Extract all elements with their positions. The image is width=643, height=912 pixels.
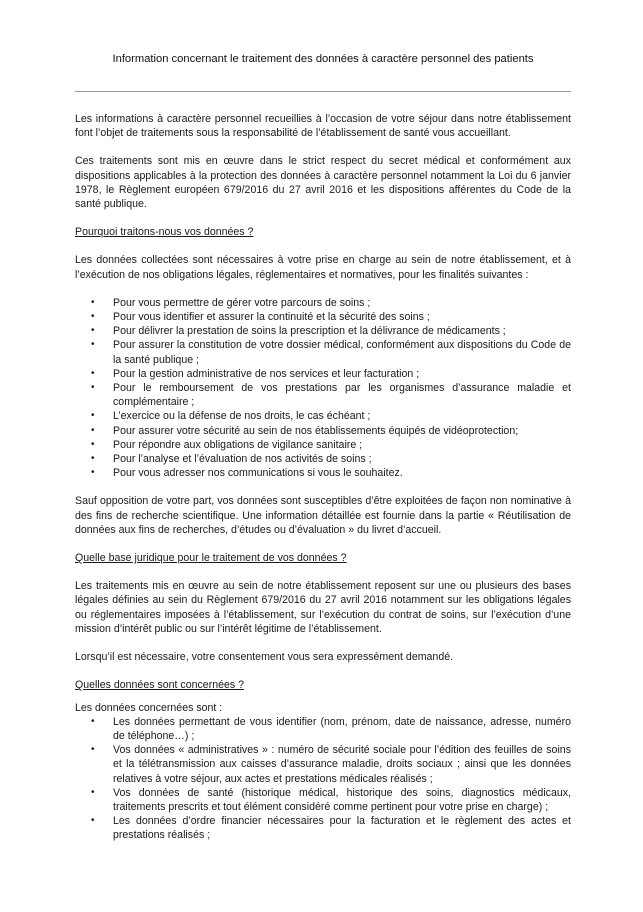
list-item: • Pour répondre aux obligations de vigilance sanitaire ; — [91, 438, 363, 451]
data-concerned-lead: Les données concernées sont : — [75, 701, 223, 714]
research-paragraph: Sauf opposition de votre part, vos données sont susceptibles d’être exploitées de façon non nominative à des fins de recherche scientifique. Une information détaillée est fournie dans la partie « Réutilisation de données aux fins de recherches, d’études ou d’évaluation » du livret d’accueil. — [75, 495, 571, 536]
section-heading-data-concerned: Quelles données sont concernées ? — [75, 679, 245, 692]
document-title: Information concernant le traitement des données à caractère personnel des patients — [112, 53, 534, 65]
list-item: • Pour vous permettre de gérer votre parcours de soins ; — [91, 296, 371, 309]
list-item: • Pour la gestion administrative de nos services et leur facturation ; — [91, 367, 420, 380]
intro-paragraph-2: Ces traitements sont mis en œuvre dans le strict respect du secret médical et conformément aux dispositions applicables à la protection des données à caractère personnel notamment la Loi du 6 janvier 1978, le Règlement européen 679/2016 du 27 avril 2016 et les dispositions afférentes du Code de la santé publique. — [75, 155, 571, 211]
bullet-icon: • — [91, 786, 95, 798]
bullet-icon: • — [91, 453, 95, 465]
section-heading-purposes: Pourquoi traitons-nous vos données ? — [75, 226, 254, 239]
list-item: • Pour délivrer la prestation de soins la prescription et la délivrance de médicaments ; — [91, 325, 506, 338]
consent-paragraph: Lorsqu’il est nécessaire, votre consentement vous sera expressément demandé. — [75, 651, 454, 664]
list-item: • L’exercice ou la défense de nos droits, le cas échéant ; — [91, 410, 371, 423]
bullet-icon: • — [91, 325, 95, 337]
list-item: • Pour assurer votre sécurité au sein de nos établissements équipés de vidéoprotection; — [91, 424, 519, 437]
bullet-icon: • — [91, 367, 95, 379]
list-item: • Pour le remboursement de vos prestations par les organismes d’assurance maladie et complémentaire ; — [91, 382, 571, 409]
bullet-icon: • — [91, 815, 95, 827]
bullet-icon: • — [91, 715, 95, 727]
bullet-icon: • — [91, 311, 95, 323]
legal-basis-paragraph: Les traitements mis en œuvre au sein de notre établissement reposent sur une ou plusieurs des bases légales définies au sein du Règlement 679/2016 du 27 avril 2016 notamment sur les obligations légales ou réglementaires imposées à l’établissement, sur l’exécution du contrat de soins, sur l’exécution d’une mission d’intérêt public ou sur l’intérêt légitime de l’établissement. — [75, 580, 571, 635]
bullet-icon: • — [91, 424, 95, 436]
bullet-icon: • — [91, 410, 95, 422]
list-item: • Pour vous adresser nos communications si vous le souhaitez. — [91, 467, 403, 480]
list-item: • Pour vous identifier et assurer la continuité et la sécurité des soins ; — [91, 311, 430, 324]
bullet-icon: • — [91, 744, 95, 756]
bullet-icon: • — [91, 438, 95, 450]
list-item: • Les données d’ordre financier nécessaires pour la facturation et le règlement des actes et prestations réalisés ; — [91, 815, 571, 842]
list-item: • Vos données de santé (historique médical, historique des soins, diagnostics médicaux, traitements prescrits et tout élément considéré comme pertinent pour votre prise en charge) ; — [91, 786, 571, 813]
list-item: • Les données permettant de vous identifier (nom, prénom, date de naissance, adresse, numéro de téléphone…) ; — [91, 715, 571, 742]
bullet-icon: • — [91, 296, 95, 308]
intro-paragraph-1: Les informations à caractère personnel recueillies à l’occasion de votre séjour dans notre établissement font l’objet de traitements sous la responsabilité de l’établissement de santé vous accueillant. — [75, 113, 571, 140]
list-item: • Pour l’analyse et l’évaluation de nos activités de soins ; — [91, 453, 372, 466]
purposes-lead: Les données collectées sont nécessaires à votre prise en charge au sein de notre établissement, et à l’exécution de nos obligations légales, réglementaires et normatives, pour les finalités suivantes : — [75, 254, 571, 281]
bullet-icon: • — [91, 339, 95, 351]
list-item: • Pour assurer la constitution de votre dossier médical, conformément aux dispositions du Code de la santé publique ; — [91, 339, 571, 366]
purposes-list — [75, 296, 571, 481]
list-item: • Vos données « administratives » : numéro de sécurité sociale pour l’édition des feuilles de soins et la télétransmission aux caisses d’assurance maladie, droits sociaux ; ainsi que les données relatives à votre séjour, aux actes et prestations médicales réalisés ; — [91, 744, 571, 785]
data-concerned-list — [75, 715, 571, 843]
section-heading-legal-basis: Quelle base juridique pour le traitement de vos données ? — [75, 552, 347, 565]
bullet-icon: • — [91, 382, 95, 394]
bullet-icon: • — [91, 467, 95, 479]
